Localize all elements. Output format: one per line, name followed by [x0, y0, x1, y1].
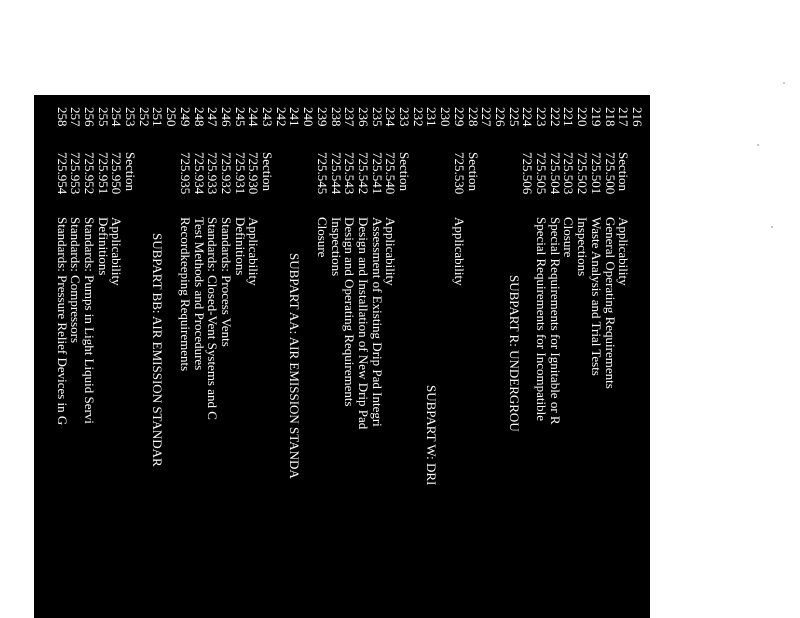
line-number: 227 — [479, 107, 495, 127]
section-number: 725.501 — [588, 152, 604, 195]
line-number: 242 — [273, 107, 289, 127]
document-line — [480, 95, 494, 618]
document-line — [576, 95, 590, 618]
document-line — [466, 95, 480, 618]
section-number: 725.542 — [356, 152, 371, 195]
section-title: Recordkeeping Requirements — [177, 217, 193, 372]
scanned-page — [34, 95, 650, 618]
section-title: Applicability — [383, 217, 399, 286]
section-title: Design and Installation of New Drip Pad — [356, 217, 371, 430]
document-line — [384, 95, 398, 618]
line-number: 248 — [191, 107, 207, 127]
section-title: Standards: Pressure Relief Devices in G — [54, 217, 70, 426]
document-line — [165, 95, 179, 618]
document-line — [206, 95, 220, 618]
line-number: 240 — [301, 107, 317, 127]
subpart-heading: SUBPART BB: AIR EMISSION STANDAR — [150, 233, 166, 467]
section-number: Section — [616, 152, 632, 191]
line-number: 256 — [82, 107, 97, 127]
line-number: 258 — [54, 107, 70, 127]
line-number: 222 — [547, 107, 563, 127]
scan-speck — [757, 144, 759, 146]
line-number: 216 — [630, 107, 645, 127]
line-number: 243 — [260, 107, 276, 127]
section-number: 725.500 — [602, 152, 618, 195]
line-number: 250 — [164, 107, 180, 127]
line-number: 247 — [205, 107, 221, 127]
line-number: 225 — [506, 107, 522, 127]
section-title: Waste Analysis and Trial Tests — [588, 217, 604, 376]
line-number: 251 — [150, 107, 166, 127]
section-number: 725.935 — [177, 152, 193, 195]
section-number: 725.952 — [82, 152, 97, 195]
section-title: Applicability — [246, 217, 262, 286]
line-number: 244 — [246, 107, 262, 127]
line-number: 224 — [520, 107, 536, 127]
line-number: 234 — [383, 107, 399, 127]
section-title: Test Methods and Procedures — [191, 217, 207, 371]
document-line — [507, 95, 521, 618]
document-line — [315, 95, 329, 618]
document-line — [96, 95, 110, 618]
line-number: 229 — [451, 107, 467, 127]
section-title: Definitions — [95, 217, 111, 276]
section-title: Assessment of Existing Drip Pad Integri — [369, 217, 385, 427]
document-line — [562, 95, 576, 618]
section-number: 725.545 — [314, 152, 330, 195]
section-number: 725.544 — [328, 152, 344, 195]
line-number: 228 — [465, 107, 481, 127]
section-number: 725.540 — [383, 152, 399, 195]
subpart-heading: SUBPART W: DRI — [424, 385, 440, 486]
section-number: Section — [397, 152, 413, 191]
section-number: 725.930 — [246, 152, 262, 195]
line-number: 217 — [616, 107, 632, 127]
section-title: Applicability — [109, 217, 125, 286]
document-line — [151, 95, 165, 618]
document-line — [370, 95, 384, 618]
document-line — [603, 95, 617, 618]
section-number: Section — [260, 152, 276, 191]
line-number: 232 — [410, 107, 426, 127]
document-line — [233, 95, 247, 618]
section-title: Applicability — [451, 217, 467, 286]
section-number: 725.951 — [95, 152, 111, 195]
section-title: General Operating Requirements — [602, 217, 618, 389]
section-number: 725.541 — [369, 152, 385, 195]
line-number: 221 — [561, 107, 577, 127]
section-number: 725.932 — [219, 152, 234, 195]
line-number: 246 — [219, 107, 234, 127]
document-line — [192, 95, 206, 618]
line-number: 233 — [397, 107, 413, 127]
line-number: 241 — [287, 107, 303, 127]
document-line — [247, 95, 261, 618]
document-line — [548, 95, 562, 618]
section-title: Special Requirements for Incompatible — [534, 217, 550, 421]
section-title: Standards: Pumps in Light Liquid Servi — [82, 217, 97, 424]
line-number: 238 — [328, 107, 344, 127]
line-number: 253 — [123, 107, 139, 127]
section-number: 725.950 — [109, 152, 125, 195]
line-number: 236 — [356, 107, 371, 127]
section-number: 725.506 — [520, 152, 536, 195]
scan-speck — [783, 82, 785, 84]
document-line — [329, 95, 343, 618]
document-line — [55, 95, 69, 618]
line-number: 219 — [588, 107, 604, 127]
line-number: 223 — [534, 107, 550, 127]
line-number: 255 — [95, 107, 111, 127]
document-line — [288, 95, 302, 618]
document-line — [137, 95, 151, 618]
document-line — [397, 95, 411, 618]
document-line — [493, 95, 507, 618]
section-number: 725.931 — [232, 152, 248, 195]
line-number: 231 — [424, 107, 440, 127]
section-number: 725.505 — [534, 152, 550, 195]
section-title: Inspections — [328, 217, 344, 277]
section-number: 725.530 — [451, 152, 467, 195]
document-line — [589, 95, 603, 618]
document-line — [356, 95, 370, 618]
page-content — [34, 95, 650, 618]
document-line — [260, 95, 274, 618]
document-line — [110, 95, 124, 618]
section-title: Definitions — [232, 217, 248, 276]
section-number: Section — [123, 152, 139, 191]
section-number: 725.502 — [575, 152, 591, 195]
document-line — [123, 95, 137, 618]
line-number: 249 — [177, 107, 193, 127]
document-line — [617, 95, 631, 618]
subpart-heading: SUBPART R: UNDERGROU — [506, 275, 522, 432]
section-title: Applicability — [616, 217, 632, 286]
scan-speck — [771, 226, 773, 228]
section-number: 725.953 — [68, 152, 84, 195]
document-line — [219, 95, 233, 618]
section-number: 725.503 — [561, 152, 577, 195]
document-line — [534, 95, 548, 618]
line-number: 235 — [369, 107, 385, 127]
document-line — [274, 95, 288, 618]
document-line — [630, 95, 644, 618]
line-number: 218 — [602, 107, 618, 127]
line-number: 237 — [342, 107, 358, 127]
document-line — [82, 95, 96, 618]
section-number: 725.954 — [54, 152, 70, 195]
line-number: 239 — [314, 107, 330, 127]
section-title: Standards: Closed-Vent Systems and C — [205, 217, 221, 420]
document-line — [452, 95, 466, 618]
document-line — [439, 95, 453, 618]
document-line — [69, 95, 83, 618]
section-number: 725.504 — [547, 152, 563, 195]
line-number: 252 — [136, 107, 152, 127]
line-number: 226 — [493, 107, 508, 127]
line-number: 220 — [575, 107, 591, 127]
document-line — [343, 95, 357, 618]
section-number: 725.934 — [191, 152, 207, 195]
document-line — [302, 95, 316, 618]
document-line — [521, 95, 535, 618]
line-number: 257 — [68, 107, 84, 127]
subpart-heading: SUBPART AA: AIR EMISSION STANDA — [287, 253, 303, 479]
section-title: Standards: Process Vents — [219, 217, 234, 347]
line-number: 245 — [232, 107, 248, 127]
document-line — [411, 95, 425, 618]
line-number: 254 — [109, 107, 125, 127]
line-number: 230 — [438, 107, 454, 127]
section-number: 725.543 — [342, 152, 358, 195]
document-line — [425, 95, 439, 618]
section-number: 725.933 — [205, 152, 221, 195]
section-title: Special Requirements for Ignitable or R — [547, 217, 563, 425]
section-title: Inspections — [575, 217, 591, 277]
section-title: Closure — [314, 217, 330, 258]
document-line — [178, 95, 192, 618]
section-number: Section — [465, 152, 481, 191]
section-title: Standards: Compressors — [68, 217, 84, 344]
section-title: Closure — [561, 217, 577, 258]
section-title: Design and Operating Requirements — [342, 217, 358, 407]
